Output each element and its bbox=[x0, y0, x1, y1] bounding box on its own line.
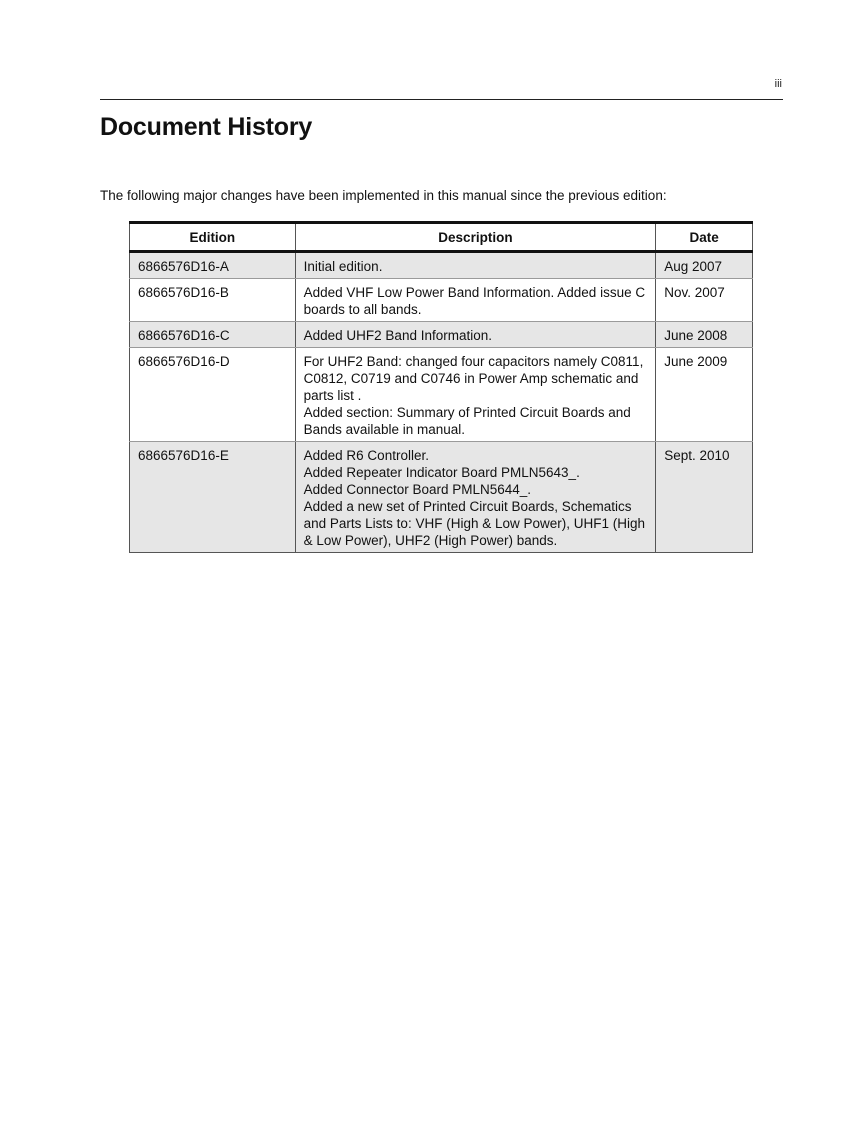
description-cell bbox=[295, 322, 656, 348]
edition-cell: 6866576D16-D bbox=[130, 348, 296, 442]
header-description: Description bbox=[295, 223, 656, 252]
edition-cell: 6866576D16-A bbox=[130, 252, 296, 279]
header-edition: Edition bbox=[130, 223, 296, 252]
description-line: Added Repeater Indicator Board PMLN5643_. bbox=[303, 465, 580, 480]
date-cell: Sept. 2010 bbox=[656, 442, 753, 553]
header-rule bbox=[100, 99, 783, 100]
description-line: Added VHF Low Power Band Information. Added issue C boards to all bands. bbox=[303, 285, 646, 317]
table-row bbox=[130, 252, 753, 279]
intro-text: The following major changes have been implemented in this manual since the previous edition: bbox=[100, 188, 667, 203]
date-cell: Nov. 2007 bbox=[656, 279, 753, 322]
description-line: Initial edition. bbox=[303, 259, 383, 274]
description-cell bbox=[295, 348, 656, 442]
description-line: Added UHF2 Band Information. bbox=[303, 328, 492, 343]
description-cell bbox=[295, 442, 656, 553]
description-line: Added Connector Board PMLN5644_. bbox=[303, 482, 532, 497]
description-line: For UHF2 Band: changed four capacitors namely C0811, C0812, C0719 and C0746 in Power Amp schematic and parts list . bbox=[303, 354, 644, 403]
description-line: Added section: Summary of Printed Circuit Boards and Bands available in manual. bbox=[303, 405, 631, 437]
document-history-table bbox=[129, 221, 753, 553]
table-row bbox=[130, 348, 753, 442]
description-cell bbox=[295, 279, 656, 322]
table-row bbox=[130, 279, 753, 322]
table-row bbox=[130, 322, 753, 348]
table-header-row bbox=[130, 223, 753, 252]
description-line: Added R6 Controller. bbox=[303, 448, 429, 463]
description-line: Added a new set of Printed Circuit Boards, Schematics and Parts Lists to: VHF (High & Low Power), UHF1 (High & Low Power), UHF2 (High Power) bands. bbox=[303, 499, 646, 548]
header-date: Date bbox=[656, 223, 753, 252]
table-row bbox=[130, 442, 753, 553]
page-number: iii bbox=[774, 78, 782, 90]
date-cell: Aug 2007 bbox=[656, 252, 753, 279]
edition-cell: 6866576D16-E bbox=[130, 442, 296, 553]
date-cell: June 2008 bbox=[656, 322, 753, 348]
edition-cell: 6866576D16-C bbox=[130, 322, 296, 348]
page-title: Document History bbox=[100, 113, 313, 141]
description-cell bbox=[295, 252, 656, 279]
date-cell: June 2009 bbox=[656, 348, 753, 442]
edition-cell: 6866576D16-B bbox=[130, 279, 296, 322]
